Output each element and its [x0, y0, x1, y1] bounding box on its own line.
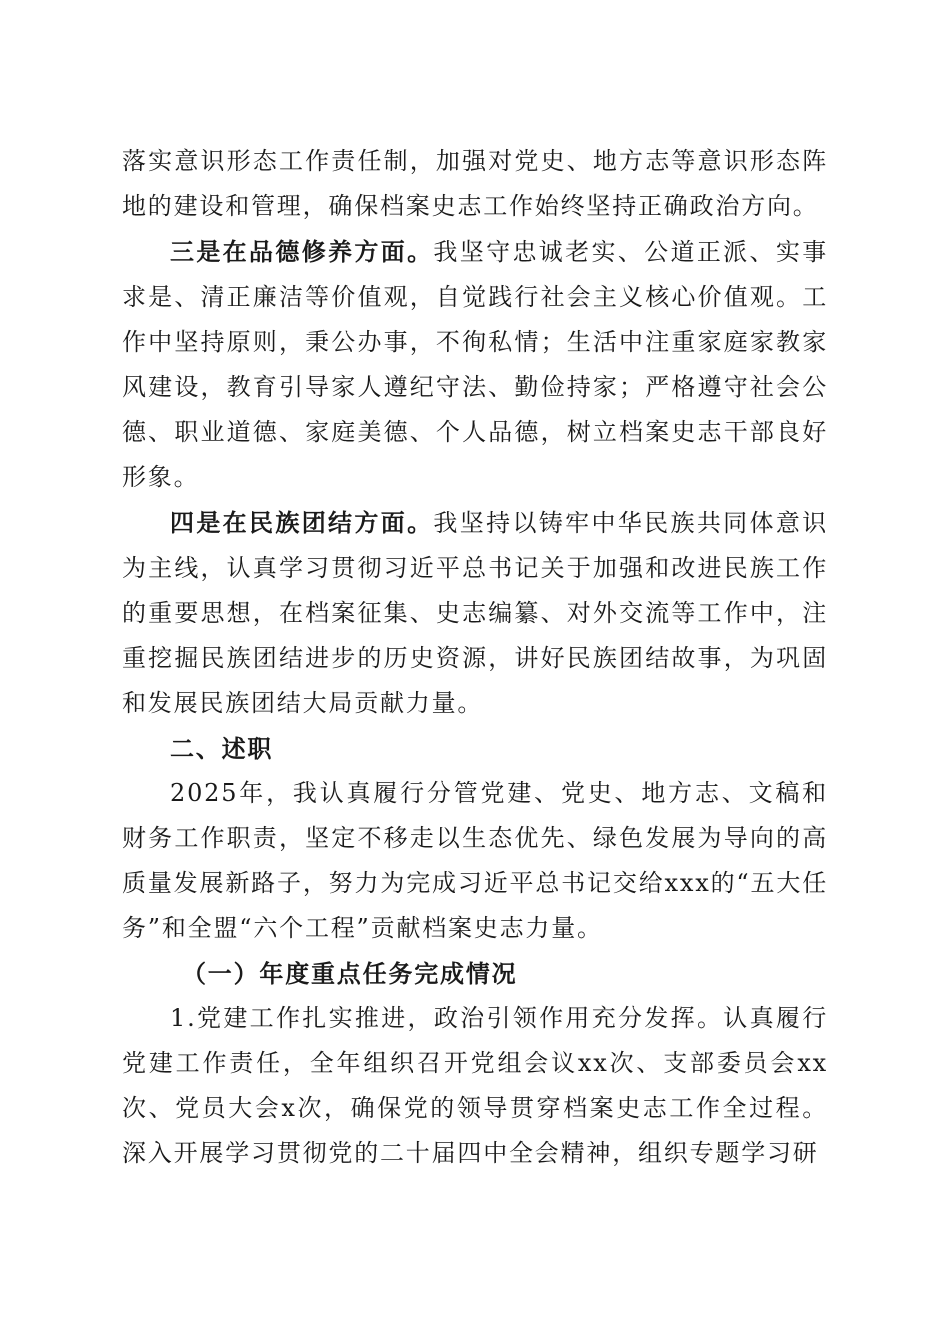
section-heading: 二、述职 [170, 734, 274, 763]
document-body [122, 139, 828, 1176]
paragraph-body: 我坚守忠诚老实、公道正派、实事求是、清正廉洁等价值观，自觉践行社会主义核心价值观。工作中坚持原则，秉公办事，不徇私情；生活中注重家庭家教家风建设，教育引导家人遵纪守法、勤俭持家；严格遵守社会公德、职业道德、家庭美德、个人品德，树立档案史志干部良好形象。 [122, 238, 829, 491]
paragraph-unity [122, 500, 828, 726]
paragraph-party-building: 1.党建工作扎实推进，政治引领作用充分发挥。认真履行党建工作责任，全年组织召开党组会议xx次、支部委员会xx次、党员大会x次，确保党的领导贯穿档案史志工作全过程。深入开展学习贯彻党的二十届四中全会精神，组织专题学习研 [122, 1004, 828, 1167]
paragraph-lead: 四是在民族团结方面。 [170, 508, 434, 537]
paragraph-morality [122, 229, 828, 500]
paragraph-continuation: 落实意识形态工作责任制，加强对党史、地方志等意识形态阵地的建设和管理，确保档案史志工作始终坚持正确政治方向。 [122, 147, 828, 220]
paragraph-body: 我坚持以铸牢中华民族共同体意识为主线，认真学习贯彻习近平总书记关于加强和改进民族工作的重要思想，在档案征集、史志编纂、对外交流等工作中，注重挖掘民族团结进步的历史资源，讲好民族团结故事，为巩固和发展民族团结大局贡献力量。 [122, 509, 829, 717]
paragraph-lead: 三是在品德修养方面。 [170, 237, 434, 266]
subsection-heading: （一）年度重点任务完成情况 [182, 959, 518, 988]
paragraph-duties: 2025年，我认真履行分管党建、党史、地方志、文稿和财务工作职责，坚定不移走以生态优先、绿色发展为导向的高质量发展新路子，努力为完成习近平总书记交给xxx的“五大任务”和全盟“六个工程”贡献档案史志力量。 [122, 779, 828, 942]
